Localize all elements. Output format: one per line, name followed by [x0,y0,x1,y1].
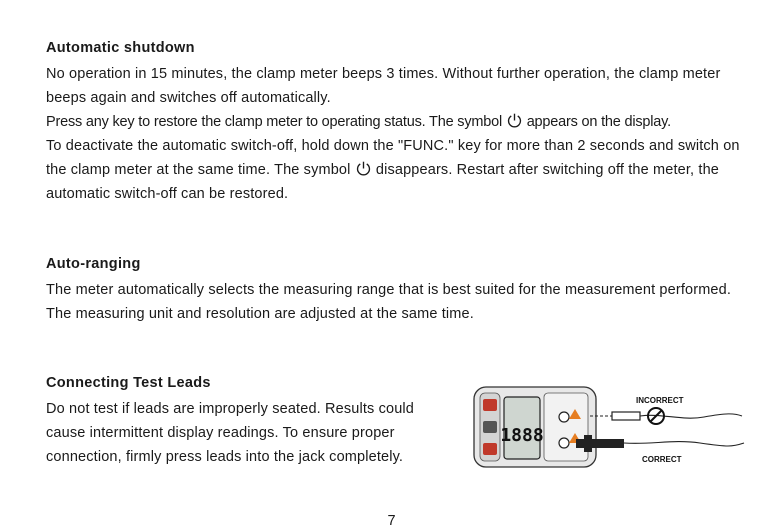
meter-display-digits: 1888 [500,425,544,446]
correct-label: CORRECT [642,455,682,464]
correct-lead-plug [576,439,624,448]
power-symbol-icon [506,112,523,129]
shutdown-paragraph-2-end: appears on the display. [526,114,671,130]
power-symbol-icon [355,160,372,177]
shutdown-paragraph-3-start: To deactivate the automatic switch-off, hold down the "FUNC." key for more than 2 seconds and switch on the clamp meter at the same time. The symbol [46,138,740,178]
incorrect-lead-plug [612,412,640,420]
meter-button-dark [483,421,497,433]
meter-jack-panel [544,393,588,461]
page-number: 7 [387,513,396,529]
test-lead-diagram [472,383,747,473]
meter-button-red [483,399,497,411]
correct-lead-wire [624,442,744,446]
jack-com [559,412,569,422]
leads-paragraph: Do not test if leads are improperly seated. Results could cause intermittent display readings. To ensure proper connection, firmly press leads into the jack completely. [46,401,415,465]
clamp-meter-illustration [472,383,747,473]
shutdown-paragraph-3-end: disappears. Restart after switching off the meter, the automatic switch-off can be restored. [46,162,720,202]
shutdown-paragraph-2-start: Press any key to restore the clamp meter to operating status. The symbol [46,114,502,130]
jack-input [559,438,569,448]
incorrect-label: INCORRECT [636,396,684,405]
meter-button-red [483,443,497,455]
shutdown-paragraph-1: No operation in 15 minutes, the clamp meter beeps 3 times. Without further operation, the clamp meter beeps again and switches off automatically. [46,66,721,106]
shutdown-paragraph-3 [46,134,746,206]
autoranging-paragraph: The meter automatically selects the measuring range that is best suited for the measurement performed. The measuring unit and resolution are adjusted at the same time. [46,282,732,322]
shutdown-heading: Automatic shutdown [46,40,195,56]
shutdown-paragraph-2 [46,110,746,134]
leads-heading: Connecting Test Leads [46,375,211,391]
autoranging-heading: Auto-ranging [46,256,141,272]
